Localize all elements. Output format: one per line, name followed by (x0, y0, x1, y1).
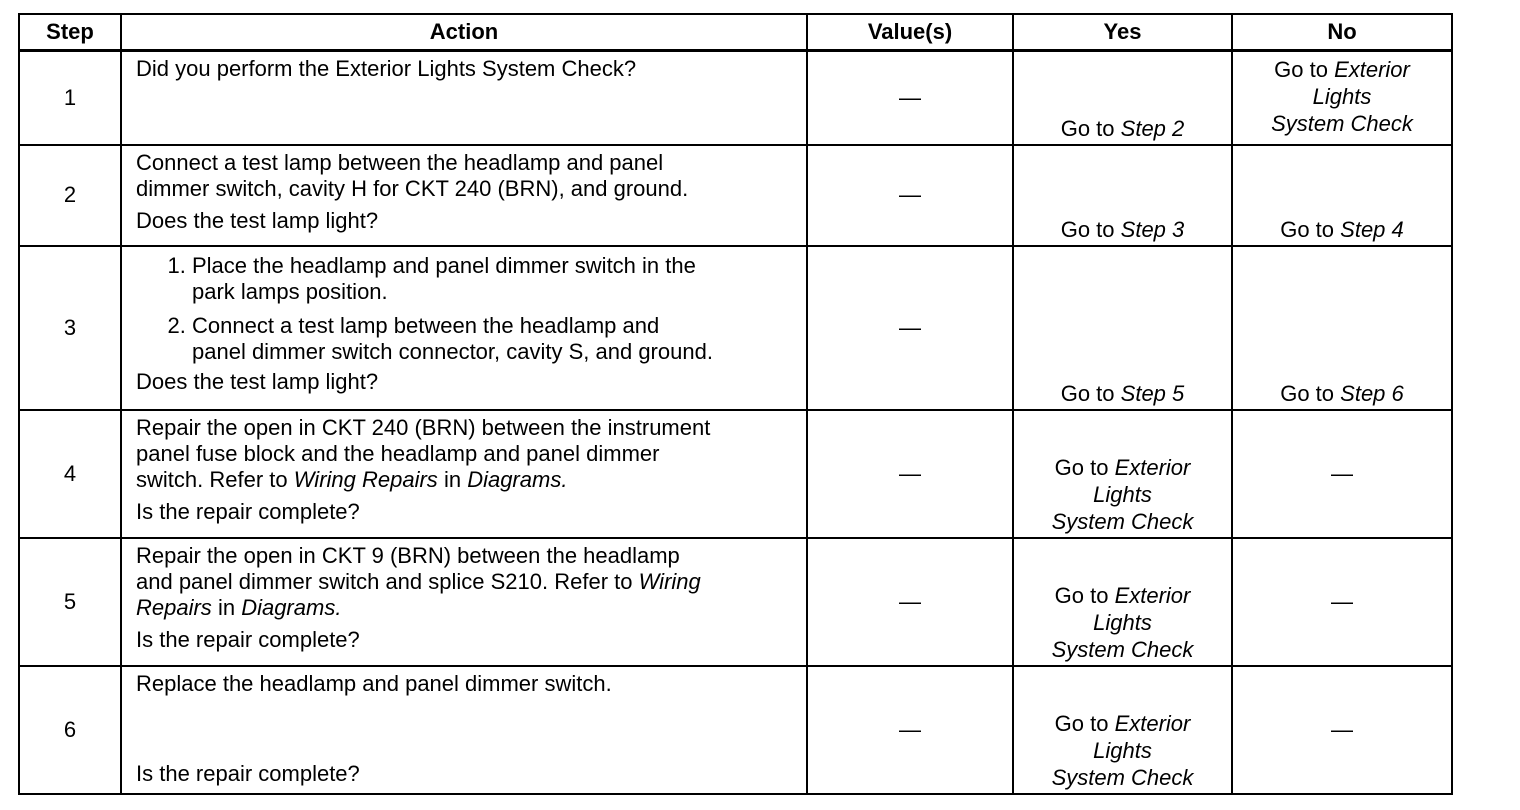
yes-target-l2: Lights (1093, 481, 1152, 507)
no-cell (1232, 51, 1452, 145)
yes-cell (1013, 246, 1232, 410)
action-text-line-2: and panel dimmer switch and splice S210. Refer to Wiring (136, 568, 701, 594)
table-row-step-6 (19, 666, 1452, 794)
yes-prefix: Go to (1054, 710, 1109, 736)
yes-target: Step 3 (1120, 216, 1185, 242)
no-cell: — (1232, 410, 1452, 538)
yes-target-l1: Exterior (1114, 582, 1191, 608)
yes-prefix: Go to (1060, 216, 1115, 242)
table-row-step-2 (19, 145, 1452, 246)
value-cell: — (807, 246, 1013, 410)
action-text-line-3: switch. Refer to Wiring Repairs in Diagrams. (136, 466, 568, 492)
step-number: 4 (19, 410, 121, 538)
yes-prefix: Go to (1054, 454, 1109, 480)
header-step: Step (19, 14, 121, 51)
yes-target-l2: Lights (1093, 609, 1152, 635)
yes-target-l3: System Check (1051, 636, 1194, 662)
header-yes: Yes (1013, 14, 1232, 51)
no-prefix: Go to (1274, 57, 1328, 82)
diagnostic-table (18, 13, 1453, 795)
yes-prefix: Go to (1060, 380, 1115, 406)
yes-cell (1013, 666, 1232, 794)
header-no: No (1232, 14, 1452, 51)
header-action: Action (121, 14, 807, 51)
no-target: Step 6 (1340, 380, 1404, 406)
action-cell (121, 666, 807, 794)
action-text-line-3: Repairs in Diagrams. (136, 594, 342, 620)
action-cell (121, 410, 807, 538)
action-cell (121, 246, 807, 410)
no-target-l3: System Check (1271, 111, 1413, 136)
header-row (19, 14, 1452, 51)
table-row-step-5 (19, 538, 1452, 666)
action-question: Does the test lamp light? (136, 207, 379, 233)
value-cell: — (807, 538, 1013, 666)
yes-target-l2: Lights (1093, 737, 1152, 763)
action-question: Is the repair complete? (136, 760, 360, 786)
no-cell: — (1232, 666, 1452, 794)
step-number: 1 (19, 51, 121, 145)
list-item: 2. Connect a test lamp between the headlamp and panel dimmer switch connector, cavity S, and ground. (192, 313, 794, 365)
no-prefix: Go to (1280, 216, 1335, 242)
step-number: 2 (19, 145, 121, 246)
no-cell (1232, 145, 1452, 246)
yes-target-l1: Exterior (1114, 454, 1191, 480)
no-cell (1232, 246, 1452, 410)
yes-target-l3: System Check (1051, 764, 1194, 790)
action-text: Replace the headlamp and panel dimmer switch. (136, 670, 612, 696)
step-number: 5 (19, 538, 121, 666)
yes-target-l3: System Check (1051, 508, 1194, 534)
action-question: Does the test lamp light? (136, 368, 379, 394)
action-cell (121, 51, 807, 145)
list-item: 1. Place the headlamp and panel dimmer switch in the park lamps position. (192, 253, 794, 305)
yes-prefix: Go to (1060, 115, 1115, 141)
action-cell (121, 538, 807, 666)
no-target-l2: Lights (1312, 84, 1372, 109)
no-cell: — (1232, 538, 1452, 666)
value-cell: — (807, 666, 1013, 794)
value-cell: — (807, 145, 1013, 246)
no-target: Step 4 (1340, 216, 1404, 242)
yes-target: Step 2 (1120, 115, 1185, 141)
action-text-line-2: dimmer switch, cavity H for CKT 240 (BRN), and ground. (136, 175, 689, 201)
yes-prefix: Go to (1054, 582, 1109, 608)
header-values: Value(s) (807, 14, 1013, 51)
action-list (136, 253, 794, 373)
yes-target: Step 5 (1120, 380, 1185, 406)
yes-target-l1: Exterior (1114, 710, 1191, 736)
action-question: Is the repair complete? (136, 498, 360, 524)
step-number: 6 (19, 666, 121, 794)
action-cell (121, 145, 807, 246)
no-prefix: Go to (1280, 380, 1335, 406)
action-text: Did you perform the Exterior Lights System Check? (136, 56, 637, 81)
yes-cell (1013, 51, 1232, 145)
value-cell: — (807, 410, 1013, 538)
action-question: Is the repair complete? (136, 626, 360, 652)
yes-cell (1013, 538, 1232, 666)
table-row-step-4 (19, 410, 1452, 538)
action-text-line-1: Connect a test lamp between the headlamp and panel (136, 149, 664, 175)
step-number: 3 (19, 246, 121, 410)
yes-cell (1013, 145, 1232, 246)
yes-cell (1013, 410, 1232, 538)
table-row-step-1 (19, 51, 1452, 145)
action-text-line-2: panel fuse block and the headlamp and panel dimmer (136, 440, 660, 466)
action-text-line-1: Repair the open in CKT 240 (BRN) between the instrument (136, 414, 711, 440)
action-text-line-1: Repair the open in CKT 9 (BRN) between the headlamp (136, 542, 680, 568)
no-target-l1: Exterior (1334, 57, 1410, 82)
value-cell: — (807, 51, 1013, 145)
table-row-step-3 (19, 246, 1452, 410)
